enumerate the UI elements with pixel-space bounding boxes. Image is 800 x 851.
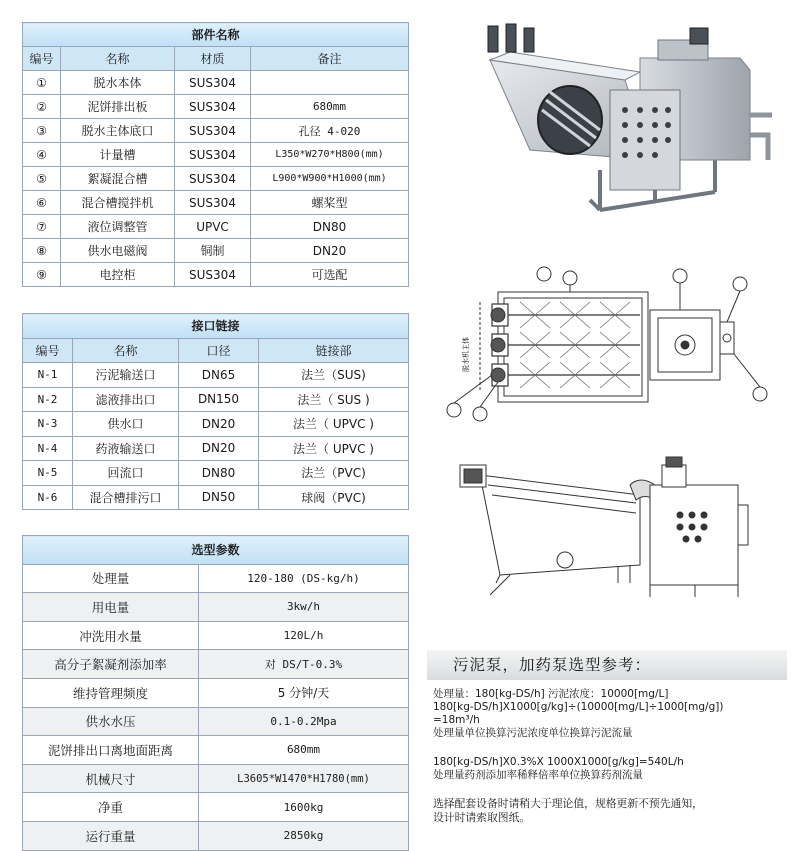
- cell: 法兰（SUS): [259, 363, 409, 388]
- cell: DN20: [179, 412, 259, 437]
- table-row: [23, 143, 409, 167]
- cell: SUS304: [175, 71, 251, 95]
- connection-table-title: 接口链接: [23, 314, 409, 339]
- cell: 回流口: [73, 461, 179, 486]
- cell: 脱水主体底口: [61, 119, 175, 143]
- table-row: [23, 764, 409, 793]
- cell: 滤液排出口: [73, 387, 179, 412]
- param-label: 运行重量: [23, 821, 199, 850]
- table-row: [23, 239, 409, 263]
- cell: SUS304: [175, 119, 251, 143]
- cell: ④: [23, 143, 61, 167]
- pump-reference-title: 污泥泵，加药泵选型参考：: [427, 650, 787, 680]
- table-row: [23, 593, 409, 622]
- cell: DN80: [179, 461, 259, 486]
- cell: ②: [23, 95, 61, 119]
- cell: DN65: [179, 363, 259, 388]
- cell: 混合槽排污口: [73, 485, 179, 510]
- table-row: [23, 793, 409, 822]
- table-row: [23, 167, 409, 191]
- cell: 絮凝混合槽: [61, 167, 175, 191]
- table-row: [23, 363, 409, 388]
- cell: DN150: [179, 387, 259, 412]
- header-cell: 名称: [61, 47, 175, 71]
- machine-photo: [450, 20, 780, 230]
- cell: ①: [23, 71, 61, 95]
- table-row: [23, 95, 409, 119]
- cell: L900*W900*H1000(mm): [251, 167, 409, 191]
- param-label: 高分子絮凝剂添加率: [23, 650, 199, 679]
- header-cell: 名称: [73, 338, 179, 363]
- param-value: 120L/h: [199, 621, 409, 650]
- table-row: [23, 215, 409, 239]
- cell: ⑨: [23, 263, 61, 287]
- calc-line: 180[kg-DS/h]X1000[g/kg]÷(10000[mg/L]÷1000[mg/g]): [433, 701, 724, 713]
- selection-table: [22, 535, 409, 851]
- param-value: 1600kg: [199, 793, 409, 822]
- cell: SUS304: [175, 143, 251, 167]
- header-cell: 编号: [23, 47, 61, 71]
- param-value: 0.1-0.2Mpa: [199, 707, 409, 736]
- cell: ⑤: [23, 167, 61, 191]
- table-row: [23, 707, 409, 736]
- cell: N-4: [23, 436, 73, 461]
- param-value: 对 DS/T-0.3%: [199, 650, 409, 679]
- param-label: 供水水压: [23, 707, 199, 736]
- table-row: [23, 461, 409, 486]
- table-row: [23, 412, 409, 437]
- param-value: 2850kg: [199, 821, 409, 850]
- header-cell: 编号: [23, 338, 73, 363]
- cell: SUS304: [175, 263, 251, 287]
- cell: SUS304: [175, 167, 251, 191]
- cell: 混合槽搅拌机: [61, 191, 175, 215]
- param-label: 维持管理频度: [23, 678, 199, 707]
- header-cell: 备注: [251, 47, 409, 71]
- cell: [251, 71, 409, 95]
- param-value: 680mm: [199, 736, 409, 765]
- param-value: L3605*W1470*H1780(mm): [199, 764, 409, 793]
- table-row: [23, 650, 409, 679]
- cell: 螺桨型: [251, 191, 409, 215]
- cell: 680mm: [251, 95, 409, 119]
- param-label: 冲洗用水量: [23, 621, 199, 650]
- param-label: 泥饼排出口离地面距离: [23, 736, 199, 765]
- param-label: 机械尺寸: [23, 764, 199, 793]
- cell: L350*W270*H800(mm): [251, 143, 409, 167]
- param-label: 用电量: [23, 593, 199, 622]
- cell: N-2: [23, 387, 73, 412]
- table-row: [23, 736, 409, 765]
- cell: DN20: [179, 436, 259, 461]
- table-row: [23, 564, 409, 593]
- table-header-row: [23, 47, 409, 71]
- cell: 法兰（ UPVC ): [259, 436, 409, 461]
- dosing-flow-calculation: [433, 756, 793, 782]
- selection-note: [433, 797, 793, 825]
- calc-line: =18m³/h: [433, 714, 480, 726]
- cell: N-1: [23, 363, 73, 388]
- cell: DN80: [251, 215, 409, 239]
- cell: DN50: [179, 485, 259, 510]
- cell: 铜制: [175, 239, 251, 263]
- cell: N-5: [23, 461, 73, 486]
- side-elevation-drawing: [440, 455, 790, 605]
- cell: 孔径 4-020: [251, 119, 409, 143]
- table-row: [23, 387, 409, 412]
- param-label: 处理量: [23, 564, 199, 593]
- note-line: 设计时请索取图纸。: [433, 811, 531, 824]
- cell: 电控柜: [61, 263, 175, 287]
- calc-line: 处理量：180[kg-DS/h] 污泥浓度：10000[mg/L]: [433, 688, 669, 700]
- param-value: 5 分钟/天: [199, 678, 409, 707]
- table-row: [23, 485, 409, 510]
- sludge-flow-calculation: [433, 688, 793, 740]
- selection-table-title: 选型参数: [23, 536, 409, 565]
- plan-side-label: 脱水机主体: [462, 337, 470, 372]
- connection-table: [22, 313, 409, 510]
- parts-table-title: 部件名称: [23, 23, 409, 47]
- cell: 药液输送口: [73, 436, 179, 461]
- header-cell: 材质: [175, 47, 251, 71]
- cell: SUS304: [175, 191, 251, 215]
- cell: 污泥输送口: [73, 363, 179, 388]
- cell: ⑧: [23, 239, 61, 263]
- cell: 法兰（ SUS ): [259, 387, 409, 412]
- param-label: 净重: [23, 793, 199, 822]
- calc-line: 处理量单位换算污泥浓度单位换算污泥流量: [433, 727, 633, 739]
- table-row: [23, 119, 409, 143]
- cell: N-3: [23, 412, 73, 437]
- cell: 法兰（ UPVC ): [259, 412, 409, 437]
- table-row: [23, 436, 409, 461]
- calc-line: 处理量药剂添加率稀释倍率单位换算药剂流量: [433, 769, 643, 781]
- param-value: 3kw/h: [199, 593, 409, 622]
- cell: 泥饼排出板: [61, 95, 175, 119]
- cell: 脱水本体: [61, 71, 175, 95]
- cell: DN20: [251, 239, 409, 263]
- calc-line: 180[kg-DS/h]X0.3%X 1000X1000[g/kg]=540L/h: [433, 756, 684, 768]
- table-row: [23, 191, 409, 215]
- table-row: [23, 263, 409, 287]
- header-cell: 链接部: [259, 338, 409, 363]
- param-value: 120-180 (DS-kg/h): [199, 564, 409, 593]
- cell: 供水口: [73, 412, 179, 437]
- cell: ③: [23, 119, 61, 143]
- cell: 供水电磁阀: [61, 239, 175, 263]
- cell: ⑥: [23, 191, 61, 215]
- cell: 计量槽: [61, 143, 175, 167]
- parts-table: [22, 22, 409, 287]
- cell: UPVC: [175, 215, 251, 239]
- cell: 球阀（PVC): [259, 485, 409, 510]
- cell: 法兰（PVC): [259, 461, 409, 486]
- cell: 可选配: [251, 263, 409, 287]
- header-cell: 口径: [179, 338, 259, 363]
- cell: N-6: [23, 485, 73, 510]
- cell: 液位调整管: [61, 215, 175, 239]
- note-line: 选择配套设备时请稍大于理论值，规格更新不预先通知，: [433, 797, 703, 810]
- plan-view-drawing: [440, 262, 790, 432]
- table-row: [23, 678, 409, 707]
- cell: SUS304: [175, 95, 251, 119]
- table-row: [23, 821, 409, 850]
- table-row: [23, 621, 409, 650]
- table-row: [23, 71, 409, 95]
- cell: ⑦: [23, 215, 61, 239]
- table-header-row: [23, 338, 409, 363]
